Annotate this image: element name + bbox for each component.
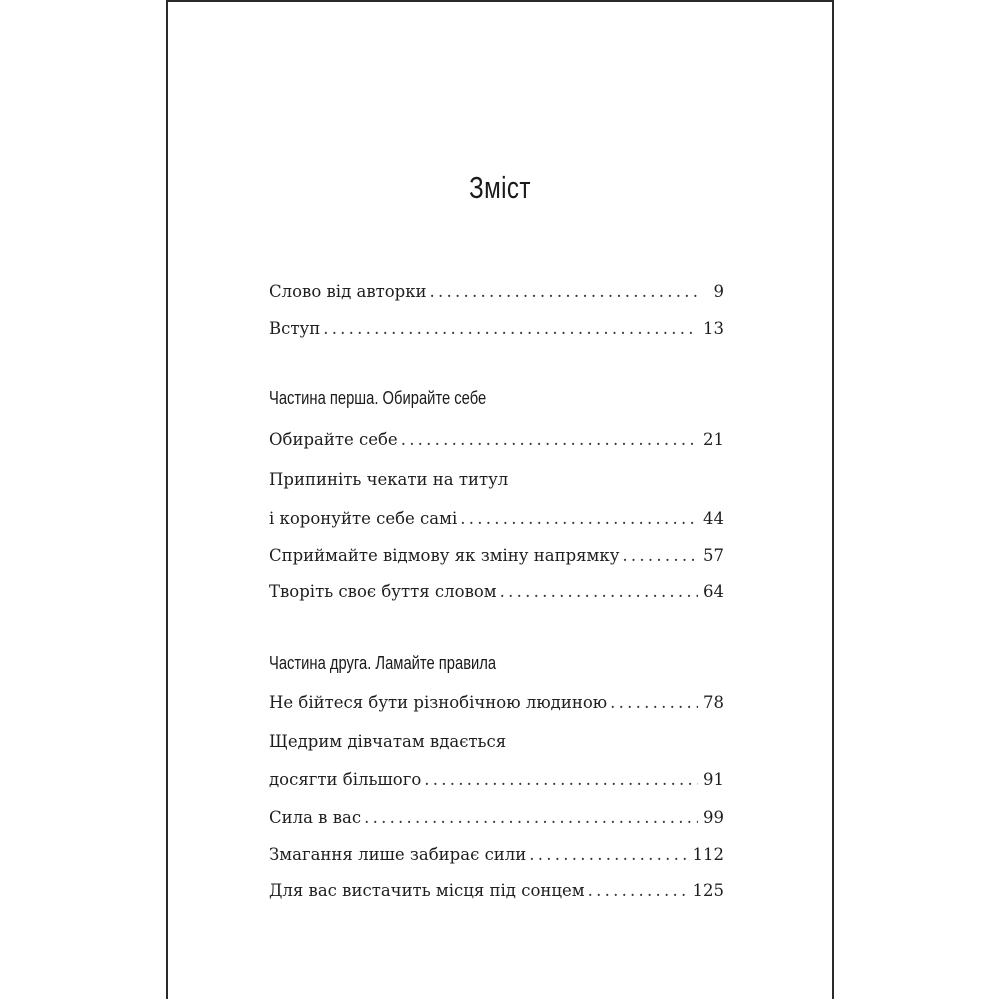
toc-entry <box>269 430 724 454</box>
page-title: Зміст <box>469 170 531 205</box>
toc-entry-title: Обирайте себе <box>269 430 398 449</box>
toc-entry-title: Творіть своє буття словом <box>269 582 497 601</box>
dot-leader <box>622 546 698 565</box>
toc-entry-page: 9 <box>713 282 724 301</box>
toc-entry-title: Слово від авторки <box>269 282 427 301</box>
toc-entry <box>269 693 724 717</box>
toc-entry <box>269 845 724 869</box>
dot-leader <box>529 845 688 864</box>
toc-entry-page: 112 <box>692 845 724 864</box>
toc-entry <box>269 319 724 343</box>
toc-entry-title-line: Щедрим дівчатам вдається <box>269 732 507 751</box>
toc-entry-page: 21 <box>703 430 724 449</box>
part-heading: Частина друга. Ламайте правила <box>269 653 497 673</box>
toc-entry-title: Змагання лише забирає сили <box>269 845 527 864</box>
toc-entry-page: 64 <box>703 582 724 601</box>
dot-leader <box>460 509 698 528</box>
dot-leader <box>323 319 698 338</box>
part-heading: Частина перша. Обирайте себе <box>269 388 487 408</box>
dot-leader <box>430 282 698 301</box>
book-page <box>166 0 834 999</box>
toc-entry <box>269 770 724 794</box>
toc-entry <box>269 282 724 306</box>
toc-entry-title: Не бійтеся бути різнобічною людиною <box>269 693 608 712</box>
dot-leader <box>364 808 698 827</box>
toc-entry-page: 99 <box>703 808 724 827</box>
toc-entry-page: 125 <box>692 881 724 900</box>
toc-entry-page: 78 <box>703 693 724 712</box>
toc-entry <box>269 808 724 832</box>
toc-entry-title: Сила в вас <box>269 808 362 827</box>
toc-entry <box>269 881 724 905</box>
toc-entry-title: Для вас вистачить місця під сонцем <box>269 881 585 900</box>
toc-entry-page: 44 <box>703 509 724 528</box>
toc-entry-title-line: Припиніть чекати на титул <box>269 470 509 489</box>
toc-entry-title: досягти більшого <box>269 770 422 789</box>
toc-entry-page: 91 <box>703 770 724 789</box>
dot-leader <box>610 693 698 712</box>
toc-entry <box>269 509 724 533</box>
toc-entry-title: Вступ <box>269 319 321 338</box>
dot-leader <box>401 430 698 449</box>
toc-entry-title: і коронуйте себе самі <box>269 509 458 528</box>
toc-entry-page: 57 <box>703 546 724 565</box>
toc-entry <box>269 546 724 570</box>
toc-entry-title: Сприймайте відмову як зміну напрямку <box>269 546 620 565</box>
dot-leader <box>588 881 689 900</box>
toc-entry-page: 13 <box>703 319 724 338</box>
dot-leader <box>500 582 698 601</box>
dot-leader <box>424 770 698 789</box>
toc-entry <box>269 582 724 606</box>
